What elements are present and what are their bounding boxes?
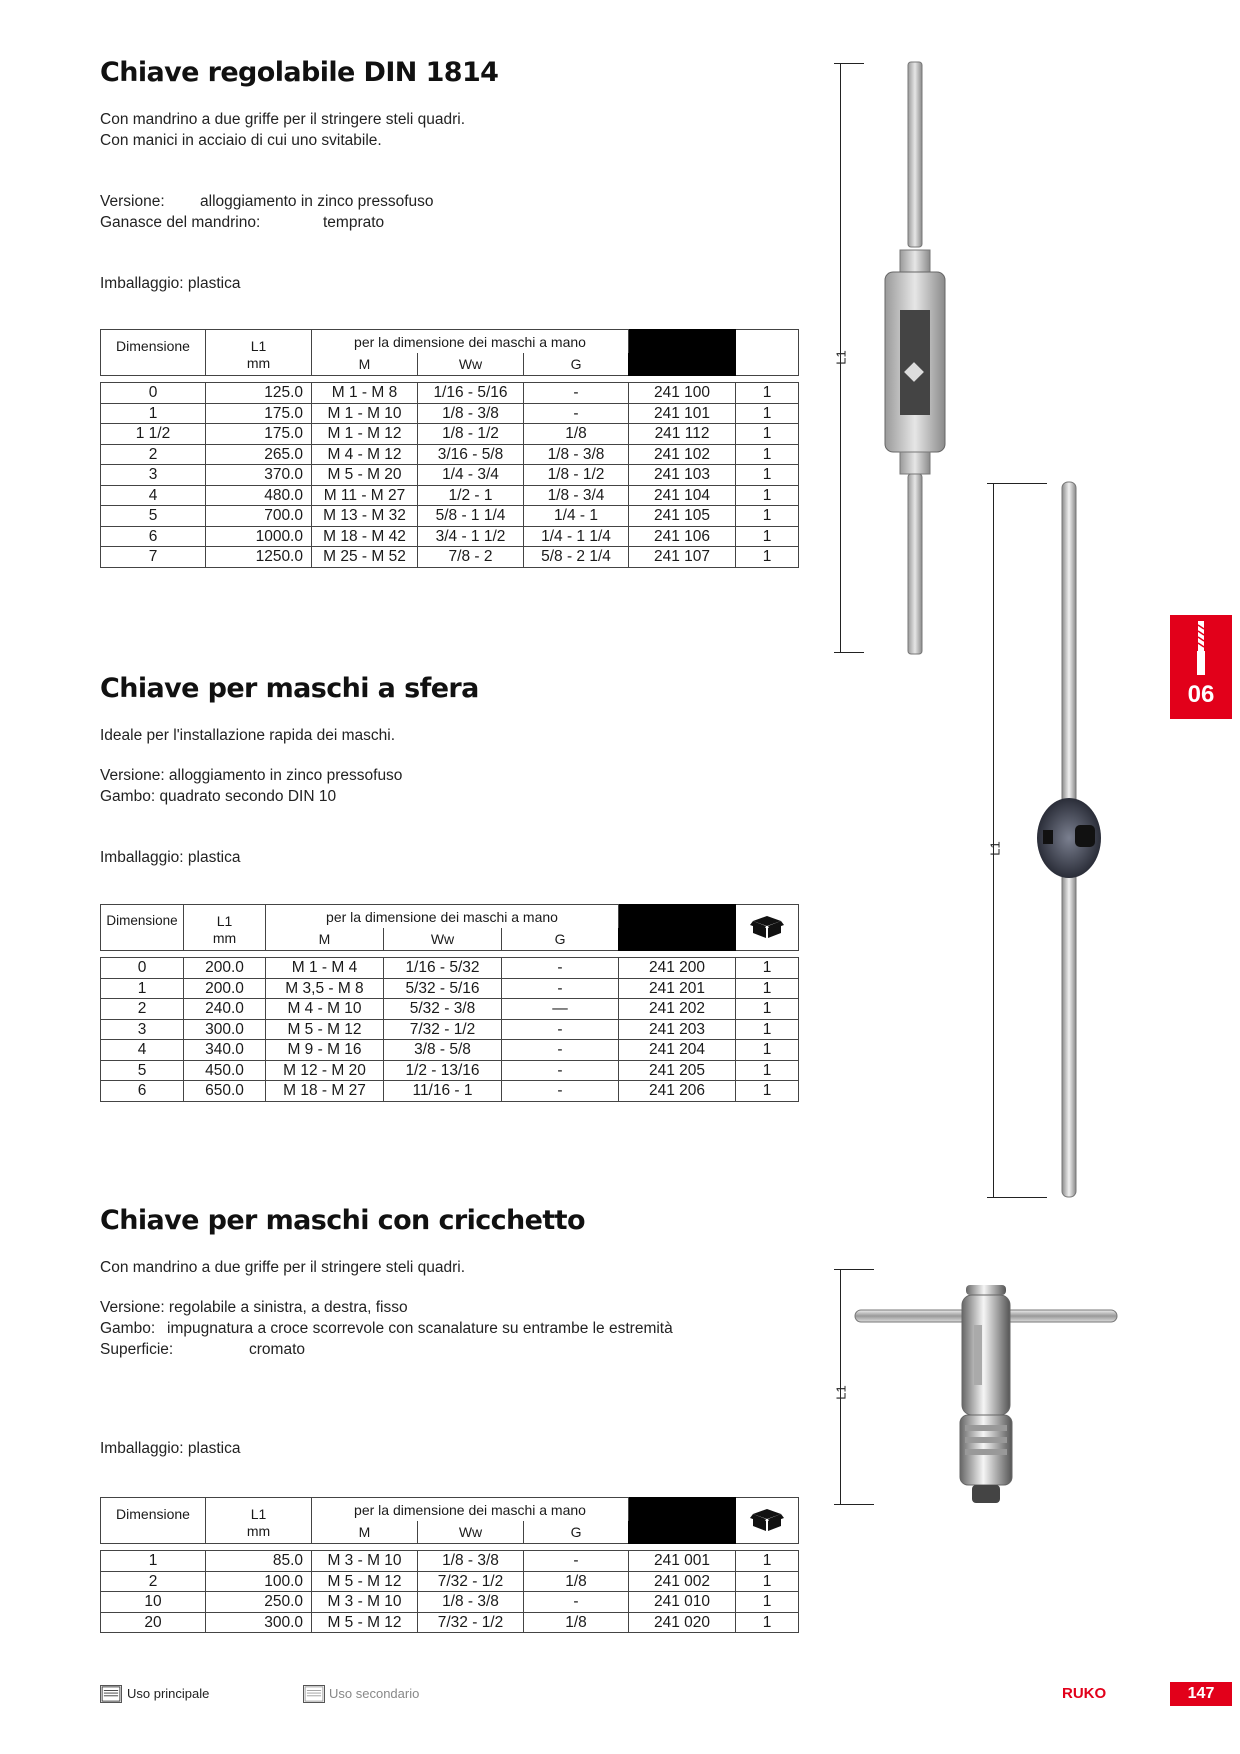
- header-dimensione: Dimensione: [101, 905, 184, 951]
- cell-article: 241 100: [629, 383, 736, 404]
- cell-article: 241 103: [629, 465, 736, 486]
- cell-g: -: [502, 1081, 619, 1102]
- spec-label: Superficie:: [100, 1341, 174, 1358]
- cell-qty: 1: [736, 999, 799, 1020]
- header-m: M: [312, 1521, 418, 1544]
- cell-qty: 1: [736, 958, 799, 979]
- table-row: [101, 958, 799, 979]
- cell-qty: 1: [736, 1019, 799, 1040]
- spec-value: impugnatura a croce scorrevole con scanalature su entrambe le estremità: [167, 1320, 673, 1337]
- cell-l1: 125.0: [206, 383, 312, 404]
- cell-l1: 480.0: [206, 485, 312, 506]
- header-dimensione: Dimensione: [101, 1498, 206, 1544]
- table-row: [101, 547, 799, 568]
- header-m: M: [312, 353, 418, 376]
- cell-g: -: [524, 1592, 629, 1613]
- dimension-label: L1: [987, 841, 1003, 856]
- table-row: [101, 999, 799, 1020]
- cell-article: 241 204: [619, 1040, 736, 1061]
- cell-article: 241 105: [629, 506, 736, 527]
- table-row: [101, 1551, 799, 1572]
- cell-ww: 11/16 - 1: [384, 1081, 502, 1102]
- cell-article: 241 107: [629, 547, 736, 568]
- cell-m: M 5 - M 12: [312, 1612, 418, 1633]
- cell-l1: 200.0: [184, 978, 266, 999]
- table-row: [101, 403, 799, 424]
- cell-l1: 340.0: [184, 1040, 266, 1061]
- spec-versione: Versione: regolabile a sinistra, a destra, fisso: [100, 1299, 408, 1316]
- section-title: Chiave per maschi a sfera: [100, 673, 479, 704]
- spec-gambo: Gambo: quadrato secondo DIN 10: [100, 788, 337, 805]
- cell-ww: 1/16 - 5/16: [418, 383, 524, 404]
- cell-g: 1/8 - 3/4: [524, 485, 629, 506]
- spec-superficie: [100, 1339, 800, 1360]
- cell-qty: 1: [736, 526, 799, 547]
- cell-m: M 4 - M 10: [266, 999, 384, 1020]
- cell-m: M 12 - M 20: [266, 1060, 384, 1081]
- cell-g: 1/8: [524, 1612, 629, 1633]
- dimension-label: L1: [833, 350, 849, 365]
- spec-gambo: [100, 1318, 800, 1339]
- section-title: Chiave regolabile DIN 1814: [100, 57, 499, 88]
- cell-l1: 450.0: [184, 1060, 266, 1081]
- header-ww: Ww: [418, 1521, 524, 1544]
- package-box-icon: [750, 912, 784, 940]
- header-black-cell: [629, 1498, 736, 1544]
- description-line: Con mandrino a due griffe per il stringere steli quadri.: [100, 111, 466, 128]
- cell-article: 241 102: [629, 444, 736, 465]
- packaging-text: Imballaggio: plastica: [100, 1440, 241, 1457]
- cell-qty: 1: [736, 383, 799, 404]
- cell-l1: 240.0: [184, 999, 266, 1020]
- cell-dimensione: 0: [101, 958, 184, 979]
- cell-m: M 5 - M 20: [312, 465, 418, 486]
- cell-m: M 9 - M 16: [266, 1040, 384, 1061]
- spec-value: alloggiamento in zinco pressofuso: [200, 193, 434, 210]
- cell-ww: 1/8 - 3/8: [418, 403, 524, 424]
- cell-l1: 85.0: [206, 1551, 312, 1572]
- packaging-text: Imballaggio: plastica: [100, 849, 241, 866]
- spec-label: Gambo:: [100, 1320, 156, 1337]
- cell-dimensione: 0: [101, 383, 206, 404]
- cell-ww: 1/2 - 1: [418, 485, 524, 506]
- spec-label: Versione:: [100, 193, 165, 210]
- cell-dimensione: 4: [101, 485, 206, 506]
- table-row: [101, 1612, 799, 1633]
- cell-m: M 1 - M 12: [312, 424, 418, 445]
- table-row: [101, 465, 799, 486]
- description-line: Ideale per l'installazione rapida dei maschi.: [100, 727, 396, 744]
- cell-ww: 1/8 - 3/8: [418, 1592, 524, 1613]
- cell-qty: 1: [736, 485, 799, 506]
- cell-m: M 13 - M 32: [312, 506, 418, 527]
- cell-article: 241 200: [619, 958, 736, 979]
- cell-ww: 5/8 - 1 1/4: [418, 506, 524, 527]
- adjustable-wrench-illustration: [870, 60, 960, 660]
- cell-ww: 1/4 - 3/4: [418, 465, 524, 486]
- description-line: Con mandrino a due griffe per il stringere steli quadri.: [100, 1259, 466, 1276]
- cell-ww: 5/32 - 5/16: [384, 978, 502, 999]
- section-adjustable-wrench: [100, 56, 800, 294]
- table-row: [101, 1081, 799, 1102]
- ratchet-wrench-illustration: [850, 1265, 1120, 1510]
- cell-ww: 3/4 - 1 1/2: [418, 526, 524, 547]
- cell-m: M 3 - M 10: [312, 1551, 418, 1572]
- cell-ww: 7/8 - 2: [418, 547, 524, 568]
- cell-g: -: [502, 1040, 619, 1061]
- cell-g: -: [502, 978, 619, 999]
- cell-ww: 5/32 - 3/8: [384, 999, 502, 1020]
- cell-g: -: [524, 383, 629, 404]
- cell-g: 1/8: [524, 1571, 629, 1592]
- chapter-tab: [1170, 615, 1232, 719]
- table-row: [101, 506, 799, 527]
- spec-table-ball: [100, 904, 799, 1102]
- primary-use-icon: [100, 1685, 122, 1703]
- table-row: [101, 1571, 799, 1592]
- cell-article: 241 112: [629, 424, 736, 445]
- cell-qty: 1: [736, 424, 799, 445]
- cell-qty: 1: [736, 1060, 799, 1081]
- cell-qty: 1: [736, 1612, 799, 1633]
- cell-g: —: [502, 999, 619, 1020]
- spec-versione: [100, 191, 800, 212]
- header-ww: Ww: [384, 928, 502, 951]
- section-title: Chiave per maschi con cricchetto: [100, 1205, 585, 1236]
- header-ww: Ww: [418, 353, 524, 376]
- header-black-cell: [629, 330, 736, 376]
- cell-g: -: [502, 958, 619, 979]
- cell-g: -: [524, 403, 629, 424]
- cell-ww: 7/32 - 1/2: [418, 1571, 524, 1592]
- cell-m: M 25 - M 52: [312, 547, 418, 568]
- package-box-icon: [750, 1505, 784, 1533]
- cell-l1: 300.0: [206, 1612, 312, 1633]
- cell-article: 241 001: [629, 1551, 736, 1572]
- cell-m: M 18 - M 27: [266, 1081, 384, 1102]
- secondary-use-label: Uso secondario: [329, 1686, 420, 1701]
- cell-article: 241 002: [629, 1571, 736, 1592]
- cell-m: M 3 - M 10: [312, 1592, 418, 1613]
- cell-m: M 1 - M 8: [312, 383, 418, 404]
- cell-dimensione: 5: [101, 1060, 184, 1081]
- secondary-use-icon: [303, 1685, 325, 1703]
- cell-qty: 1: [736, 1571, 799, 1592]
- cell-m: M 5 - M 12: [266, 1019, 384, 1040]
- cell-m: M 11 - M 27: [312, 485, 418, 506]
- spec-table-ratchet: [100, 1497, 799, 1633]
- header-g: G: [524, 353, 629, 376]
- cell-dimensione: 1: [101, 1551, 206, 1572]
- cell-qty: 1: [736, 1551, 799, 1572]
- cell-dimensione: 3: [101, 465, 206, 486]
- spec-value: cromato: [249, 1341, 305, 1358]
- cell-l1: 1000.0: [206, 526, 312, 547]
- cell-g: 5/8 - 2 1/4: [524, 547, 629, 568]
- cell-dimensione: 2: [101, 999, 184, 1020]
- header-group: per la dimensione dei maschi a mano: [312, 330, 629, 354]
- cell-m: M 18 - M 42: [312, 526, 418, 547]
- cell-dimensione: 1 1/2: [101, 424, 206, 445]
- cell-dimensione: 20: [101, 1612, 206, 1633]
- dimension-label: L1: [833, 1385, 849, 1400]
- spec-label: Ganasce del mandrino:: [100, 214, 261, 231]
- table-row: [101, 485, 799, 506]
- cell-qty: 1: [736, 978, 799, 999]
- cell-article: 241 020: [629, 1612, 736, 1633]
- header-dimensione: Dimensione: [101, 330, 206, 376]
- table-row: [101, 1060, 799, 1081]
- header-box-cell: [736, 905, 799, 951]
- header-m: M: [266, 928, 384, 951]
- table-row: [101, 1592, 799, 1613]
- cell-article: 241 101: [629, 403, 736, 424]
- primary-use-label: Uso principale: [127, 1686, 210, 1701]
- ball-wrench-illustration: [1035, 480, 1105, 1200]
- cell-article: 241 206: [619, 1081, 736, 1102]
- cell-qty: 1: [736, 465, 799, 486]
- cell-qty: 1: [736, 403, 799, 424]
- header-g: G: [524, 1521, 629, 1544]
- spec-table-adjustable: [100, 329, 799, 568]
- cell-g: 1/8: [524, 424, 629, 445]
- cell-g: 1/4 - 1: [524, 506, 629, 527]
- table-row: [101, 424, 799, 445]
- cell-article: 241 104: [629, 485, 736, 506]
- cell-ww: 1/2 - 13/16: [384, 1060, 502, 1081]
- header-l1: L1 mm: [184, 905, 266, 951]
- table-row: [101, 526, 799, 547]
- header-l1: L1 mm: [206, 330, 312, 376]
- cell-ww: 7/32 - 1/2: [384, 1019, 502, 1040]
- cell-g: -: [502, 1060, 619, 1081]
- cell-m: M 1 - M 4: [266, 958, 384, 979]
- cell-article: 241 202: [619, 999, 736, 1020]
- cell-article: 241 106: [629, 526, 736, 547]
- cell-qty: 1: [736, 547, 799, 568]
- table-row: [101, 978, 799, 999]
- spec-versione: Versione: alloggiamento in zinco pressofuso: [100, 767, 403, 784]
- cell-l1: 175.0: [206, 424, 312, 445]
- cell-dimensione: 2: [101, 444, 206, 465]
- cell-l1: 650.0: [184, 1081, 266, 1102]
- header-group: per la dimensione dei maschi a mano: [312, 1498, 629, 1522]
- cell-qty: 1: [736, 1040, 799, 1061]
- page-number: 147: [1170, 1682, 1232, 1706]
- cell-g: 1/4 - 1 1/4: [524, 526, 629, 547]
- cell-g: -: [502, 1019, 619, 1040]
- header-black-cell: [619, 905, 736, 951]
- cell-l1: 200.0: [184, 958, 266, 979]
- cell-m: M 1 - M 10: [312, 403, 418, 424]
- cell-qty: 1: [736, 444, 799, 465]
- brand-logo: RUKO: [1062, 1685, 1107, 1702]
- cell-dimensione: 4: [101, 1040, 184, 1061]
- cell-g: 1/8 - 3/8: [524, 444, 629, 465]
- cell-m: M 3,5 - M 8: [266, 978, 384, 999]
- cell-l1: 370.0: [206, 465, 312, 486]
- cell-qty: 1: [736, 1592, 799, 1613]
- cell-l1: 1250.0: [206, 547, 312, 568]
- table-row: [101, 1040, 799, 1061]
- cell-l1: 100.0: [206, 1571, 312, 1592]
- cell-dimensione: 1: [101, 403, 206, 424]
- cell-qty: 1: [736, 506, 799, 527]
- section-ratchet-tap-wrench: [100, 1204, 800, 1459]
- cell-m: M 5 - M 12: [312, 1571, 418, 1592]
- cell-article: 241 010: [629, 1592, 736, 1613]
- cell-dimensione: 6: [101, 1081, 184, 1102]
- cell-ww: 1/8 - 3/8: [418, 1551, 524, 1572]
- cell-ww: 3/16 - 5/8: [418, 444, 524, 465]
- cell-l1: 700.0: [206, 506, 312, 527]
- cell-l1: 175.0: [206, 403, 312, 424]
- cell-article: 241 201: [619, 978, 736, 999]
- table-row: [101, 1019, 799, 1040]
- chapter-number: 06: [1187, 681, 1215, 708]
- section-ball-tap-wrench: [100, 672, 800, 868]
- cell-dimensione: 5: [101, 506, 206, 527]
- header-empty-cell: [736, 330, 799, 376]
- cell-l1: 265.0: [206, 444, 312, 465]
- cell-dimensione: 7: [101, 547, 206, 568]
- header-group: per la dimensione dei maschi a mano: [266, 905, 619, 929]
- cell-ww: 1/16 - 5/32: [384, 958, 502, 979]
- spec-ganasce: [100, 212, 800, 233]
- cell-article: 241 205: [619, 1060, 736, 1081]
- description-line: Con manici in acciaio di cui uno svitabile.: [100, 132, 382, 149]
- cell-qty: 1: [736, 1081, 799, 1102]
- cell-ww: 7/32 - 1/2: [418, 1612, 524, 1633]
- drill-bit-icon: [1191, 621, 1211, 675]
- cell-dimensione: 6: [101, 526, 206, 547]
- header-box-cell: [736, 1498, 799, 1544]
- table-row: [101, 444, 799, 465]
- cell-article: 241 203: [619, 1019, 736, 1040]
- spec-value: temprato: [323, 214, 385, 231]
- cell-dimensione: 3: [101, 1019, 184, 1040]
- packaging-text: Imballaggio: plastica: [100, 275, 241, 292]
- cell-ww: 3/8 - 5/8: [384, 1040, 502, 1061]
- cell-dimensione: 1: [101, 978, 184, 999]
- cell-dimensione: 2: [101, 1571, 206, 1592]
- cell-m: M 4 - M 12: [312, 444, 418, 465]
- cell-l1: 300.0: [184, 1019, 266, 1040]
- table-row: [101, 383, 799, 404]
- cell-ww: 1/8 - 1/2: [418, 424, 524, 445]
- header-l1: L1 mm: [206, 1498, 312, 1544]
- cell-l1: 250.0: [206, 1592, 312, 1613]
- header-g: G: [502, 928, 619, 951]
- cell-g: 1/8 - 1/2: [524, 465, 629, 486]
- cell-g: -: [524, 1551, 629, 1572]
- cell-dimensione: 10: [101, 1592, 206, 1613]
